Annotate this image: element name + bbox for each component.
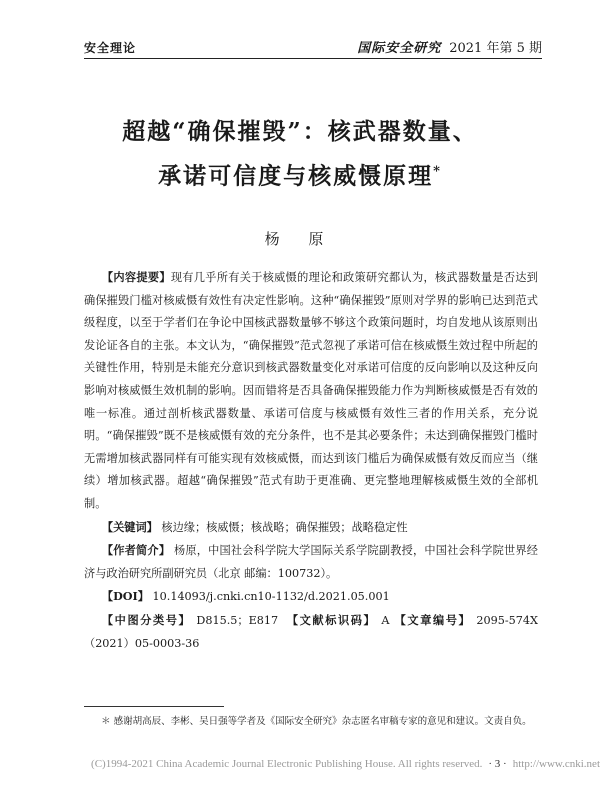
doi-label: 【DOI】	[101, 589, 149, 604]
classification	[84, 609, 538, 655]
abstract-label: 【内容提要】	[101, 270, 171, 284]
running-header	[84, 36, 542, 59]
doi	[84, 585, 538, 609]
journal-name: 国际安全研究	[357, 41, 442, 56]
doc-code-value: A	[381, 613, 390, 627]
title-line-2	[60, 152, 540, 197]
article-number-value: 2095-574X（2021）05-0003-36	[84, 613, 538, 650]
journal-issue	[357, 37, 542, 56]
title-line-1: 超越“确保摧毁”：核武器数量、	[122, 118, 478, 145]
footnote-divider	[84, 706, 224, 707]
copyright-notice: (C)1994-2021 China Academic Journal Electronic Publishing House. All rights reserved.	[91, 758, 483, 770]
doi-value: 10.14093/j.cnki.cn10-1132/d.2021.05.001	[152, 590, 390, 604]
author-info-label: 【作者简介】	[101, 543, 171, 558]
section-label: 安全理论	[84, 41, 137, 55]
title-line-2-text: 承诺可信度与核威慑原理	[158, 162, 434, 190]
author-info-text: 杨原，中国社会科学院大学国际关系学院副教授，中国社会科学院世界经济与政治研究所副研究员（北京 邮编：100732）。	[84, 544, 538, 580]
issue-number: 2021 年第 5 期	[449, 41, 542, 56]
article-front-matter	[84, 266, 538, 655]
keywords-text: 核边缘；核威慑；核战略；确保摧毁；战略稳定性	[161, 520, 408, 534]
article-title	[60, 112, 540, 197]
author-info	[84, 539, 538, 585]
abstract	[84, 266, 538, 516]
page-number: · 3 ·	[488, 758, 507, 770]
footnote: ＊ 感谢胡高辰、李彬、吴日强等学者及《国际安全研究》杂志匿名审稿专家的意见和建议。文责自负。	[101, 716, 532, 727]
keywords-label: 【关键词】	[101, 519, 158, 534]
article-number-label: 【文章编号】	[394, 612, 472, 627]
keywords	[84, 516, 538, 540]
author-name: 杨 原	[264, 230, 336, 248]
doc-code-label: 【文献标识码】	[292, 612, 377, 627]
page-footer	[0, 758, 600, 770]
clc-value: D815.5；E817	[196, 613, 279, 627]
abstract-text: 现有几乎所有关于核威慑的理论和政策研究都认为，核武器数量是否达到确保摧毁门槛对核威慑有效性有决定性影响。这种“确保摧毁”原则对学界的影响已达到范式级程度，以至于学者们在争论中国核武器数量够不够这个政策问题时，均自发地从该原则出发论证各自的主张。本文认为，“确保摧毁”范式忽视了承诺可信在核威慑生效过程中所起的关键性作用，特别是未能充分意识到核武器数量变化对承诺可信度的反向影响以及这种反向影响对核威慑生效机制的影响。因而错将是否具备确保摧毁能力作为判断核威慑是否有效的唯一标准。通过剖析核武器数量、承诺可信度与核威慑有效性三者的作用关系，充分说明。“确保摧毁”既不是核威慑有效的充分条件，也不是其必要条件；未达到确保摧毁门槛时无需增加核武器同样有可能实现有效核威慑，而达到该门槛后为确保威慑有效反而应当（继续）增加核武器。超越“确保摧毁”范式有助于更准确、更完整地理解核威慑生效的全部机制。	[84, 271, 538, 510]
clc-label: 【中图分类号】	[101, 612, 192, 627]
title-footnote-mark: *	[433, 164, 442, 179]
footer-url: http://www.cnki.net	[512, 758, 600, 770]
